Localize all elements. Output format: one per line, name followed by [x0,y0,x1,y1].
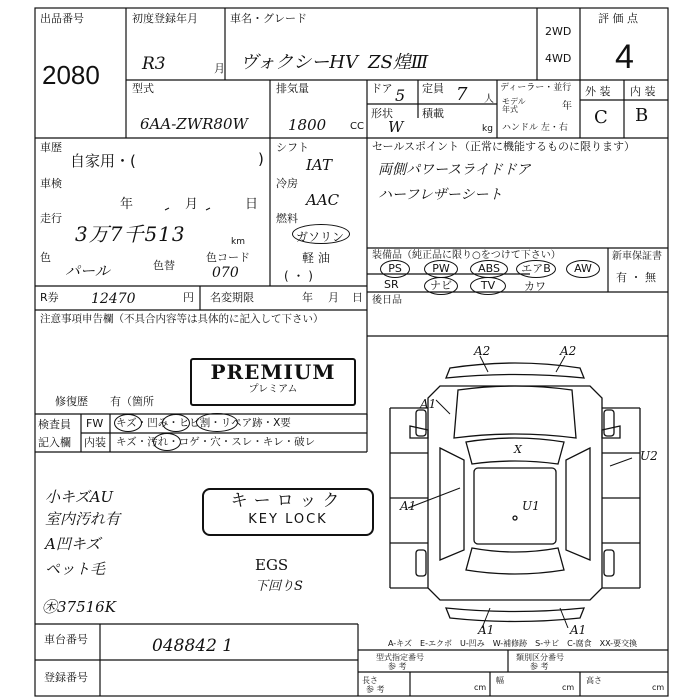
premium-stamp [190,358,356,406]
drive-4wd: 4WD [545,52,572,65]
eg-note-2: 下回りS [255,579,303,594]
inspection-label: 車検 [40,177,62,190]
interior-label: 内 装 [630,85,656,98]
lot-number-label: 出品番号 [40,12,84,25]
equip-navi: ナビ [424,277,458,295]
displacement-value: 1800 [288,116,327,134]
equip-tv: TV [470,277,506,295]
doors-value: 5 [395,86,406,105]
model-year-label: モデル年式 [502,97,526,114]
history-label: 車歴 [40,141,62,154]
ac-value: AAC [306,191,340,209]
ac-label: 冷房 [276,177,298,190]
r-tax-value: 12470 [91,291,136,307]
inspector-label-2: 記入欄 [38,436,71,449]
rear-seat-label: 後日品 [372,295,402,306]
doors-label: ドア [371,82,393,95]
diagram-mark-a2-right: A2 [560,344,577,358]
width-unit: cm [562,683,575,692]
premium-en: PREMIUM [210,360,336,384]
handle-label: ハンドル 左・右 [502,123,568,133]
key-lock-ja: キーロック [230,491,346,511]
car-name-label: 車名・グレード [230,12,307,25]
inspection-year-unit: 年 [120,197,134,212]
type-designation-label: 型式指定番号 [376,653,424,662]
diagram-mark-u1: U1 [522,499,540,513]
equip-abs: ABS [470,260,508,278]
note-line-1: 小キズAU [45,488,114,506]
key-lock-stamp [202,488,374,536]
length-label: 長さ [362,676,378,685]
shape-value: W [388,118,404,136]
note-line-4: ペット毛 [45,560,106,578]
equip-airbag: エアB [516,260,556,278]
interior-grade: B [635,105,649,126]
length-ref: 参 考 [366,685,385,694]
color-code-value: 070 [212,265,239,281]
chassis-value: 048842 1 [152,636,234,656]
diagram-mark-x: X [514,443,522,456]
inspector-label-1: 検査員 [38,418,71,431]
first-registration-label: 初度登録年月 [132,12,198,25]
score-value: 4 [615,38,634,76]
history-value: 自家用・( [70,152,136,170]
equip-pw: PW [424,260,458,278]
width-label: 幅 [496,676,504,685]
capacity-label: 定員 [422,82,444,95]
km-unit: km [231,237,245,247]
color-code-label: 色コード [206,251,250,264]
grade-value: ZS煌Ⅲ [368,52,429,73]
equip-aw: AW [566,260,600,278]
warranty-label: 新車保証書 [612,251,662,262]
year-unit: 年 [562,101,572,112]
inspection-month-unit: 月 [185,197,199,212]
fw-circle-3 [196,413,238,432]
capacity-value: 7 [456,84,468,105]
displacement-label: 排気量 [276,82,309,95]
fw-circle-1 [114,414,142,432]
chassis-label: 車台番号 [44,633,88,646]
equip-sr: SR [384,278,399,291]
inspection-day-unit: 日 [245,197,259,212]
mileage-value: 3万7千513 [75,222,186,246]
sales-point-2: ハーフレザーシート [378,187,503,203]
shape-label: 形状 [371,107,393,120]
model-code-value: 6AA-ZWR80W [140,115,248,133]
category-ref: 参 考 [530,662,549,671]
lot-number: 2080 [42,60,100,90]
yen-unit: 円 [183,291,194,304]
height-label: 高さ [586,676,602,685]
diagram-mark-a2-left: A2 [474,344,491,358]
car-damage-diagram [370,338,668,628]
kg-unit: kg [482,124,493,134]
fw-text: キズ・凹み・ヒビ割・リペア跡・X要 [116,417,291,429]
type-designation-ref: 参 考 [388,662,407,671]
exterior-grade: C [594,107,608,128]
category-label: 類別区分番号 [516,653,564,662]
color-label: 色 [40,251,51,264]
length-unit: cm [474,683,487,692]
diagram-mark-a1-side: A1 [400,499,417,513]
history-close: ) [258,150,264,168]
equipment-label: 装備品（純正品に限り○をつけて下さい） [372,250,561,261]
drive-2wd: 2WD [545,25,572,38]
notes-label: 注意事項申告欄（不具合内容等は具体的に記入して下さい） [40,313,324,325]
fw-label: FW [86,417,104,430]
model-code-label: 型式 [132,82,154,95]
diagram-mark-u2: U2 [640,449,658,463]
key-lock-en: KEY LOCK [248,512,328,527]
fuel-label: 燃料 [276,212,298,225]
shift-value: IAT [306,156,332,174]
warranty-value: 有 ・ 無 [616,271,656,284]
equip-ps: PS [380,260,410,278]
fuel-value: ガソリン [296,230,345,244]
r-tax-label: R券 [40,291,59,304]
odometer-note: ㊍37516K [42,598,116,616]
interior-row-text: キズ・汚れ・コゲ・穴・スレ・キレ・破レ [116,436,316,448]
interior-row-label: 内装 [84,436,106,449]
shift-label: シフト [276,141,309,154]
diagram-mark-a1-rear-right: A1 [570,623,587,637]
sales-point-1: 両側パワースライドドア [378,162,531,178]
diagram-mark-a1-rear-left: A1 [478,623,495,637]
cc-unit: CC [350,121,364,132]
diagram-mark-a1-front: A1 [420,397,437,411]
person-unit: 人 [484,94,494,105]
color-value: パール [65,262,110,280]
score-label: 評 価 点 [598,12,638,25]
sales-points-label: セールスポイント（正常に機能するものに限ります） [372,140,636,153]
car-name-value: ヴォクシーHV [240,52,358,73]
damage-legend: A-キズ E-エクボ U-凹み W-補修跡 S-サビ C-腐食 XX-要交換 [388,639,638,648]
height-unit: cm [652,683,665,692]
int-circle-1 [153,433,181,451]
premium-ja: プレミアム [248,384,298,395]
month-unit: 月 [214,62,225,75]
exterior-label: 外 装 [585,85,611,98]
eg-note-1: EGS [255,556,289,574]
first-registration-value: R3 [142,54,166,74]
note-line-3: A凹キズ [45,535,101,553]
registration-label: 登録番号 [44,671,88,684]
mileage-label: 走行 [40,212,62,225]
repaint-label: 色替 [153,259,175,272]
name-change-label: 名変期限 [210,291,254,304]
note-line-2: 室内汚れ有 [45,510,121,528]
dealer-label: ディーラー・並行 [500,83,572,93]
fuel-paren: ( ・ ) [284,269,313,283]
fw-circle-2 [162,414,190,432]
fuel-light-oil: 軽 油 [302,251,330,265]
name-change-day: 日 [352,291,363,304]
load-label: 積載 [422,107,444,120]
name-change-month: 月 [328,291,339,304]
repair-history: 修復歴 有（箇所 [55,395,154,408]
name-change-year: 年 [302,291,313,304]
equip-leather: カワ [524,280,546,293]
fuel-circle [292,224,350,244]
